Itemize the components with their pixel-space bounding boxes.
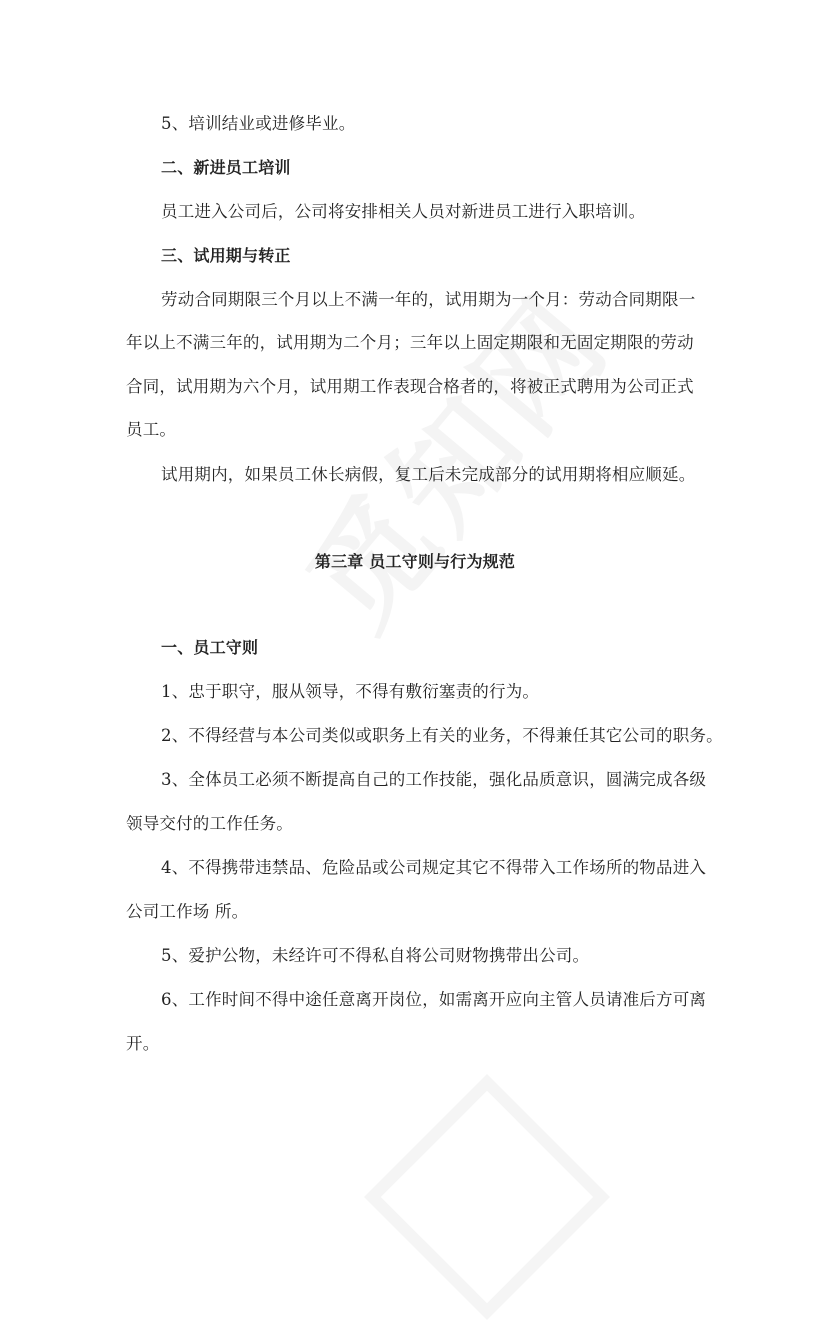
section-heading-employee-rules: 一、员工守则 xyxy=(161,638,259,657)
section-heading-probation: 三、试用期与转正 xyxy=(161,246,291,265)
chapter-title: 第三章 员工守则与行为规范 xyxy=(314,552,516,571)
rule-item-3-cont: 领导交付的工作任务。 xyxy=(126,814,293,833)
rule-item-3: 3、全体员工必须不断提高自己的工作技能，强化品质意识，圆满完成各级 xyxy=(161,770,707,789)
rule-item-5: 5、爱护公物，未经许可不得私自将公司财物携带出公司。 xyxy=(161,946,590,965)
paragraph-probation-line: 年以上不满三年的，试用期为二个月；三年以上固定期限和无固定期限的劳动 xyxy=(126,333,694,352)
rule-item-4-cont: 公司工作场 所。 xyxy=(126,902,249,921)
list-item-training-completion: 5、培训结业或进修毕业。 xyxy=(161,114,356,133)
rule-item-2: 2、不得经营与本公司类似或职务上有关的业务，不得兼任其它公司的职务。 xyxy=(161,726,723,745)
section-heading-new-employee-training: 二、新进员工培训 xyxy=(161,158,291,177)
rule-item-1: 1、忠于职守，服从领导，不得有敷衍塞责的行为。 xyxy=(161,682,540,701)
paragraph-probation-extension: 试用期内，如果员工休长病假，复工后未完成部分的试用期将相应顺延。 xyxy=(161,465,696,484)
paragraph-probation-line: 员工。 xyxy=(126,420,177,439)
paragraph-probation-line: 合同，试用期为六个月，试用期工作表现合格者的，将被正式聘用为公司正式 xyxy=(126,377,694,396)
rule-item-6-cont: 开。 xyxy=(126,1034,160,1053)
rule-item-6: 6、工作时间不得中途任意离开岗位，如需离开应向主管人员请准后方可离 xyxy=(161,990,707,1009)
paragraph-probation-line: 劳动合同期限三个月以上不满一年的，试用期为一个月：劳动合同期限一 xyxy=(161,290,696,309)
watermark-text xyxy=(263,254,642,659)
rule-item-4: 4、不得携带违禁品、危险品或公司规定其它不得带入工作场所的物品进入 xyxy=(161,858,707,877)
paragraph-new-employee-training: 员工进入公司后，公司将安排相关人员对新进员工进行入职培训。 xyxy=(161,202,646,221)
watermark-logo-icon xyxy=(364,1074,610,1320)
